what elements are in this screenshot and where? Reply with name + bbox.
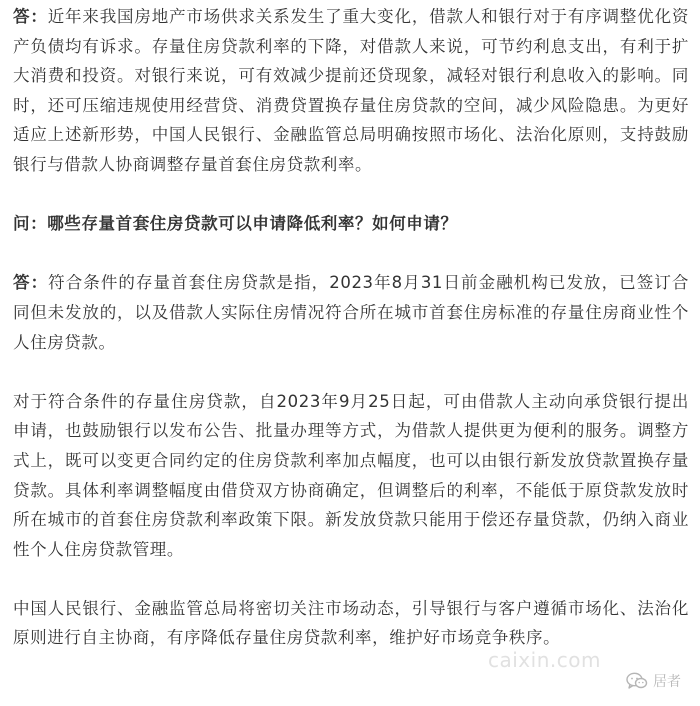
paragraph-gap — [13, 180, 689, 210]
answer-2 — [13, 268, 689, 357]
paragraph-3: 对于符合条件的存量住房贷款，自2023年9月25日起，可由借款人主动向承贷银行提出申请，也鼓励银行以发布公告、批量办理等方式，为借款人提供更为便利的服务。调整方式上，既可以变更合同约定的住房贷款利率加点幅度，也可以由银行新发放贷款置换存量贷款。具体利率调整幅度由借贷双方协商确定，但调整后的利率，不能低于原贷款发放时所在城市的首套住房贷款利率政策下限。新发放贷款只能用于偿还存量贷款，仍纳入商业性个人住房贷款管理。 — [13, 391, 689, 559]
question-2 — [13, 209, 689, 239]
paragraph-gap — [13, 564, 689, 594]
question-2-text: 哪些存量首套住房贷款可以申请降低利率？如何申请？ — [47, 214, 458, 234]
answer-label: 答： — [13, 7, 48, 26]
brand-name: 居者 — [653, 674, 681, 690]
paragraph-gap — [13, 239, 689, 269]
answer-2-text: 符合条件的存量首套住房贷款是指，2023年8月31日前金融机构已发放，已签订合同但未发放的，以及借款人实际住房情况符合所在城市首套住房标准的存量住房商业性个人住房贷款。 — [13, 273, 689, 352]
article-body — [13, 2, 689, 653]
question-label: 问： — [13, 214, 48, 234]
brand-badge — [626, 671, 681, 691]
watermark: caixin.com — [488, 648, 601, 672]
paragraph-4: 中国人民银行、金融监管总局将密切关注市场动态，引导银行与客户遵循市场化、法治化原则进行自主协商，有序降低存量住房贷款利率，维护好市场竞争秩序。 — [13, 598, 689, 648]
paragraph-gap — [13, 357, 689, 387]
answer-1-text: 近年来我国房地产市场供求关系发生了重大变化，借款人和银行对于有序调整优化资产负债均有诉求。存量住房贷款利率的下降，对借款人来说，可节约利息支出，有利于扩大消费和投资。对银行来说，可有效减少提前还贷现象，减轻对银行利息收入的影响。同时，还可压缩违规使用经营贷、消费贷置换存量住房贷款的空间，减少风险隐患。为更好适应上述新形势，中国人民银行、金融监管总局明确按照市场化、法治化原则，支持鼓励银行与借款人协商调整存量首套住房贷款利率。 — [13, 7, 690, 174]
answer-label: 答： — [13, 273, 49, 293]
wechat-icon — [626, 672, 648, 690]
answer-1 — [13, 2, 689, 180]
